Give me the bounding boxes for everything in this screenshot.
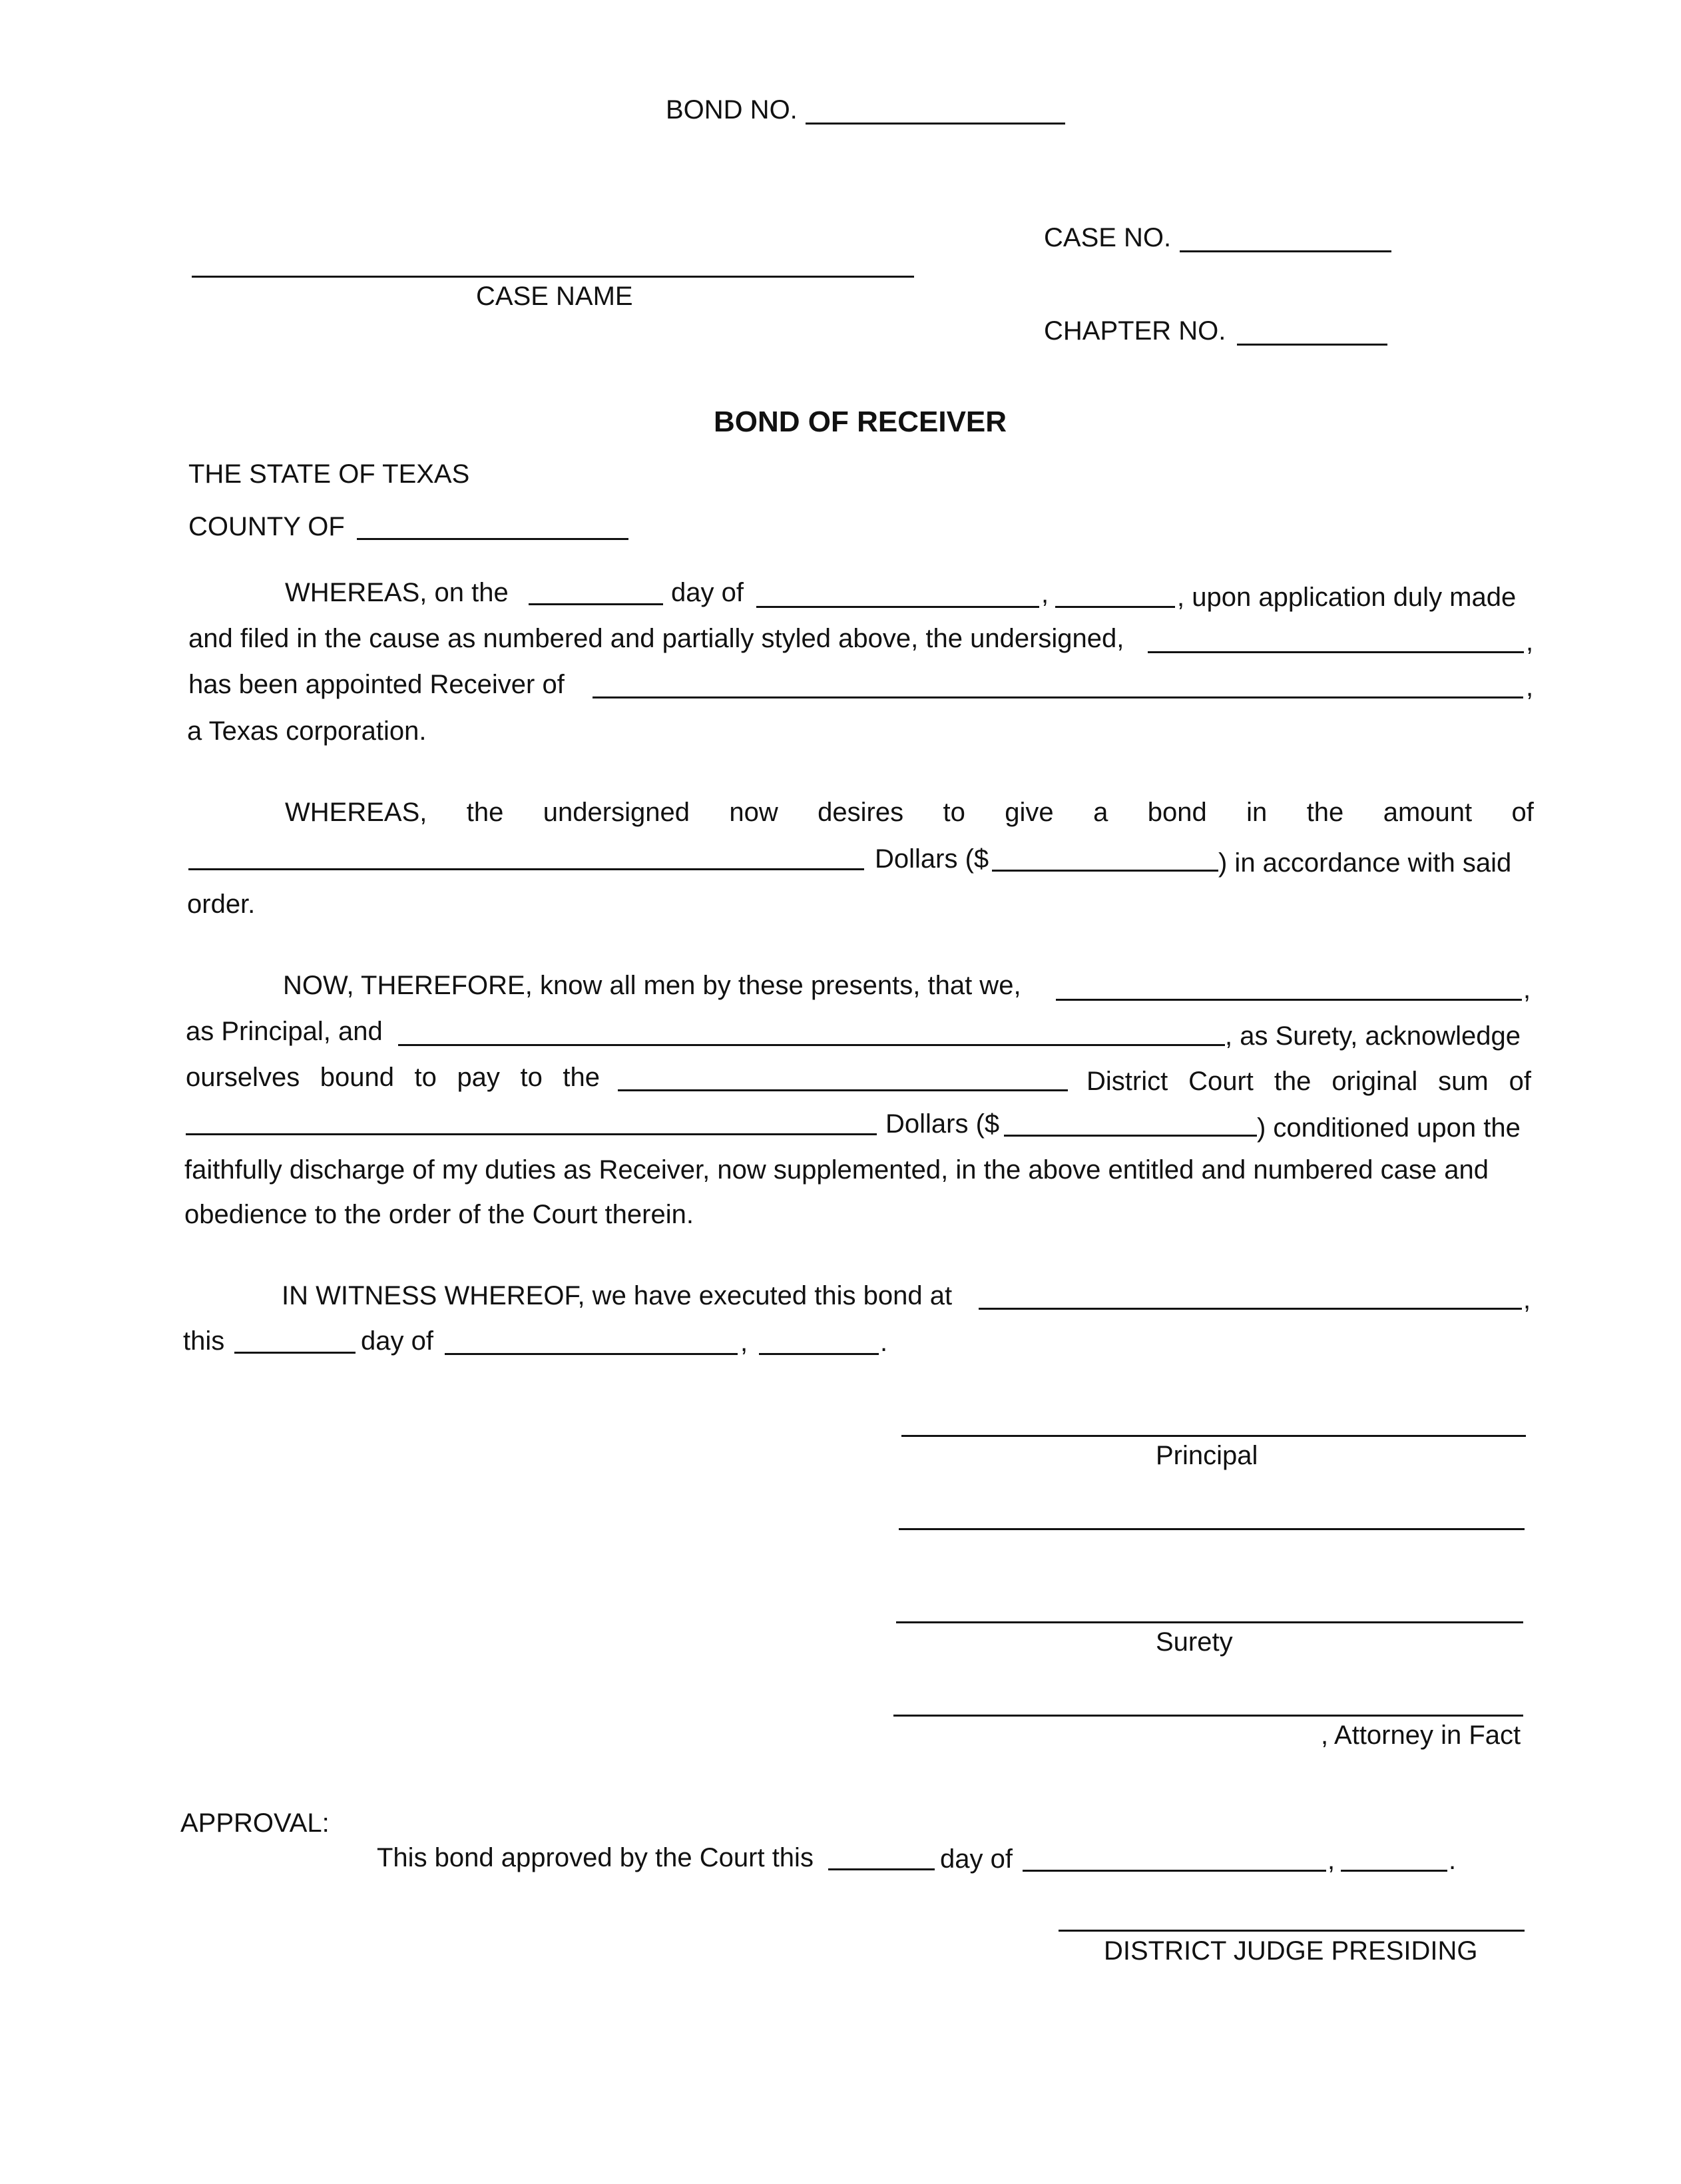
bond-no-label: BOND NO. [666,95,798,125]
para3-line6: obedience to the order of the Court therein. [184,1200,694,1229]
approval-year-field[interactable] [1341,1870,1447,1872]
para2-accordance: ) in accordance with said [1218,848,1512,878]
witness-period: . [880,1328,888,1357]
chapter-no-field[interactable] [1237,344,1387,346]
para3-sum-words-field[interactable] [186,1133,877,1135]
para3-word: ourselves [186,1063,300,1092]
chapter-no-label: CHAPTER NO. [1044,316,1226,346]
para1-undersigned-field[interactable] [1148,651,1524,653]
para2-word: give [1005,798,1054,827]
surety-signature-line[interactable] [896,1621,1523,1623]
para3-surety-field[interactable] [398,1044,1225,1046]
approval-line: This bond approved by the Court this [377,1843,814,1872]
para3-word: to [414,1063,437,1092]
para1-line3-comma: , [1526,673,1534,702]
district-judge-label: DISTRICT JUDGE PRESIDING [1104,1936,1478,1966]
para2-word: the [1306,798,1344,827]
para2-word: WHEREAS, [285,798,427,827]
para3-as-principal: as Principal, and [186,1017,383,1046]
para3-line5: faithfully discharge of my duties as Receiver, now supplemented, in the above entitled and numbered case and [184,1155,1489,1185]
para3-word: the [1274,1067,1312,1096]
para2-word: to [943,798,965,827]
witness-day-field[interactable] [234,1352,356,1354]
para1-day-field[interactable] [529,603,663,605]
para2-word: now [729,798,778,827]
para1-year-field[interactable] [1055,606,1175,608]
case-name-label: CASE NAME [476,282,633,311]
case-name-field[interactable] [192,276,914,278]
para2-dollars-label: Dollars ($ [875,844,989,874]
principal-second-signature-line[interactable] [899,1528,1525,1530]
approval-day-of: day of [940,1844,1013,1874]
para2-word: bond [1147,798,1207,827]
attorney-signature-line[interactable] [893,1715,1523,1717]
para3-district-court-field[interactable] [618,1089,1068,1091]
state-label: THE STATE OF TEXAS [188,459,470,489]
case-no-field[interactable] [1180,250,1391,252]
para3-word: pay [457,1063,500,1092]
para1-line3: has been appointed Receiver of [188,670,565,699]
witness-year-field[interactable] [759,1353,879,1355]
para2-amount-field[interactable] [992,870,1218,872]
para1-line2: and filed in the cause as numbered and partially styled above, the undersigned, [188,624,1124,653]
para1-line2-comma: , [1526,627,1534,657]
para3-line1: NOW, THEREFORE, know all men by these presents, that we, [283,971,1021,1000]
para3-sum-field[interactable] [1004,1135,1257,1137]
para3-line3-right [1086,1065,1531,1097]
para3-word: of [1509,1067,1531,1096]
judge-signature-line[interactable] [1059,1930,1525,1932]
witness-comma: , [740,1328,748,1357]
witness-month-field[interactable] [445,1353,738,1355]
witness-line1: IN WITNESS WHEREOF, we have executed this bond at [282,1281,953,1310]
approval-label: APPROVAL: [180,1808,330,1838]
principal-signature-line[interactable] [901,1435,1526,1437]
para2-word: desires [818,798,904,827]
witness-line1-comma: , [1523,1285,1531,1314]
para3-dollars-label: Dollars ($ [885,1109,1000,1139]
principal-label: Principal [1156,1441,1258,1470]
para3-principal-field[interactable] [1056,999,1522,1001]
para3-word: original [1331,1067,1418,1096]
para1-line4: a Texas corporation. [187,716,427,746]
county-label: COUNTY OF [188,512,345,541]
approval-month-field[interactable] [1023,1870,1326,1872]
witness-day-of: day of [361,1326,433,1356]
surety-label: Surety [1156,1627,1233,1657]
para2-order: order. [187,890,256,919]
para3-word: Court [1188,1067,1254,1096]
para1-comma: , [1041,579,1049,609]
para1-upon-application: , upon application duly made [1177,583,1517,612]
para2-word: in [1246,798,1268,827]
case-no-label: CASE NO. [1044,223,1172,252]
para3-word: sum [1438,1067,1489,1096]
para3-line3-left [186,1061,600,1093]
attorney-in-fact-label: , Attorney in Fact [1321,1721,1521,1750]
para2-word: the [466,798,504,827]
bond-no-field[interactable] [806,123,1065,125]
approval-comma: , [1327,1846,1335,1875]
witness-this: this [183,1326,225,1356]
witness-location-field[interactable] [979,1308,1522,1310]
approval-period: . [1449,1846,1457,1875]
para2-amount-words-field[interactable] [188,868,864,870]
para2-line1 [285,796,1534,828]
para3-line1-comma: , [1523,975,1531,1004]
approval-day-field[interactable] [828,1868,935,1870]
para1-whereas: WHEREAS, on the [285,578,509,607]
para3-as-surety: , as Surety, acknowledge [1225,1021,1521,1051]
county-field[interactable] [357,538,628,540]
para2-word: of [1511,798,1534,827]
para1-day-of: day of [671,578,744,607]
para3-word: bound [320,1063,394,1092]
para1-receiver-of-field[interactable] [593,696,1523,698]
para3-word: the [563,1063,600,1092]
para2-word: amount [1383,798,1473,827]
para2-word: undersigned [543,798,690,827]
para3-word: to [520,1063,543,1092]
page-title: BOND OF RECEIVER [714,406,1007,438]
para3-word: District [1086,1067,1168,1096]
para1-month-field[interactable] [756,606,1039,608]
para3-conditioned: ) conditioned upon the [1257,1113,1521,1143]
para2-word: a [1093,798,1108,827]
